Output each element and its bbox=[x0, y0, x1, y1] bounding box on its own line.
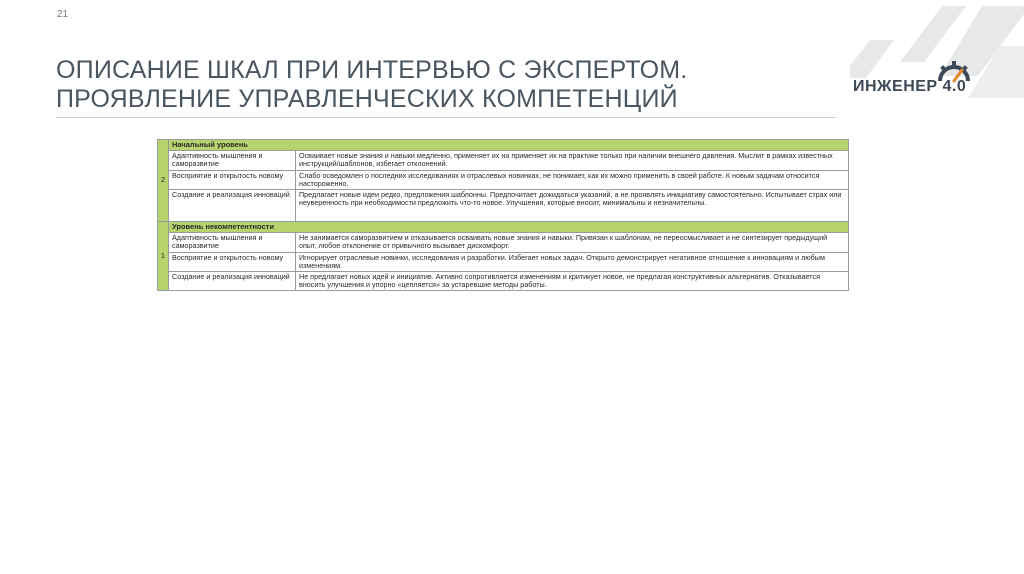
description-cell: Не занимается саморазвитием и отказывается осваивать новые знания и навыки. Привязан к шаблонам, не переосмысливает и не синтезирует предыдущий опыт, любое отклонение от привычного вызывает дискомфорт. bbox=[296, 233, 849, 252]
page-title bbox=[56, 56, 776, 114]
level-number: 2 bbox=[158, 140, 169, 222]
criterion-cell: Восприятие и открытость новому bbox=[169, 170, 296, 189]
level-header-row bbox=[158, 140, 849, 151]
table-row bbox=[158, 233, 849, 252]
criterion-cell: Адаптивность мышления и саморазвитие bbox=[169, 151, 296, 170]
description-cell: Осваивает новые знания и навыки медленно, применяет их на применяет их на практике только при наличии внешнего давления. Мыслит в рамках известных инструкций/шаблонов, избегает отклонений. bbox=[296, 151, 849, 170]
level-header-row bbox=[158, 222, 849, 233]
table-row bbox=[158, 170, 849, 189]
criterion-cell: Создание и реализация инноваций bbox=[169, 272, 296, 291]
table-row bbox=[158, 190, 849, 222]
description-cell: Слабо осведомлен о последних исследованиях и отраслевых новинках, не понимает, как их можно применить в своей работе. К новым задачам относится настороженно. bbox=[296, 170, 849, 189]
description-cell: Не предлагает новых идей и инициатив. Активно сопротивляется изменениям и критикует новое, не предлагая конструктивных альтернатив. Отказывается вносить улучшения и упорно «цепляется» за устаревшие методы работы. bbox=[296, 272, 849, 291]
description-cell: Игнорирует отраслевые новинки, исследования и разработки. Избегает новых задач. Открыто демонстрирует негативное отношение к инновациям и любым изменениям. bbox=[296, 252, 849, 271]
table-row bbox=[158, 252, 849, 271]
description-cell: Предлагает новые идеи редко, предложения шаблонны. Предпочитает дожидаться указаний, а не проявлять инициативу самостоятельно. Испытывает страх или неуверенность при необходимости предложить что-то новое. Улучшения, которые вносит, минимальны и незначительны. bbox=[296, 190, 849, 222]
competency-scale-table bbox=[157, 139, 849, 291]
title-line-1: ОПИСАНИЕ ШКАЛ ПРИ ИНТЕРВЬЮ С ЭКСПЕРТОМ. bbox=[56, 56, 688, 84]
logo-text: ИНЖЕНЕР 4.0 bbox=[853, 78, 967, 95]
level-number: 1 bbox=[158, 222, 169, 291]
criterion-cell: Восприятие и открытость новому bbox=[169, 252, 296, 271]
criterion-cell: Создание и реализация инноваций bbox=[169, 190, 296, 222]
table-row bbox=[158, 272, 849, 291]
level-title: Начальный уровень bbox=[169, 140, 849, 151]
level-title: Уровень некомпетентности bbox=[169, 222, 849, 233]
table-row bbox=[158, 151, 849, 170]
criterion-cell: Адаптивность мышления и саморазвитие bbox=[169, 233, 296, 252]
page-number: 21 bbox=[57, 9, 69, 20]
title-line-2: ПРОЯВЛЕНИЕ УПРАВЛЕНЧЕСКИХ КОМПЕТЕНЦИЙ bbox=[56, 85, 678, 113]
title-divider bbox=[56, 117, 836, 118]
